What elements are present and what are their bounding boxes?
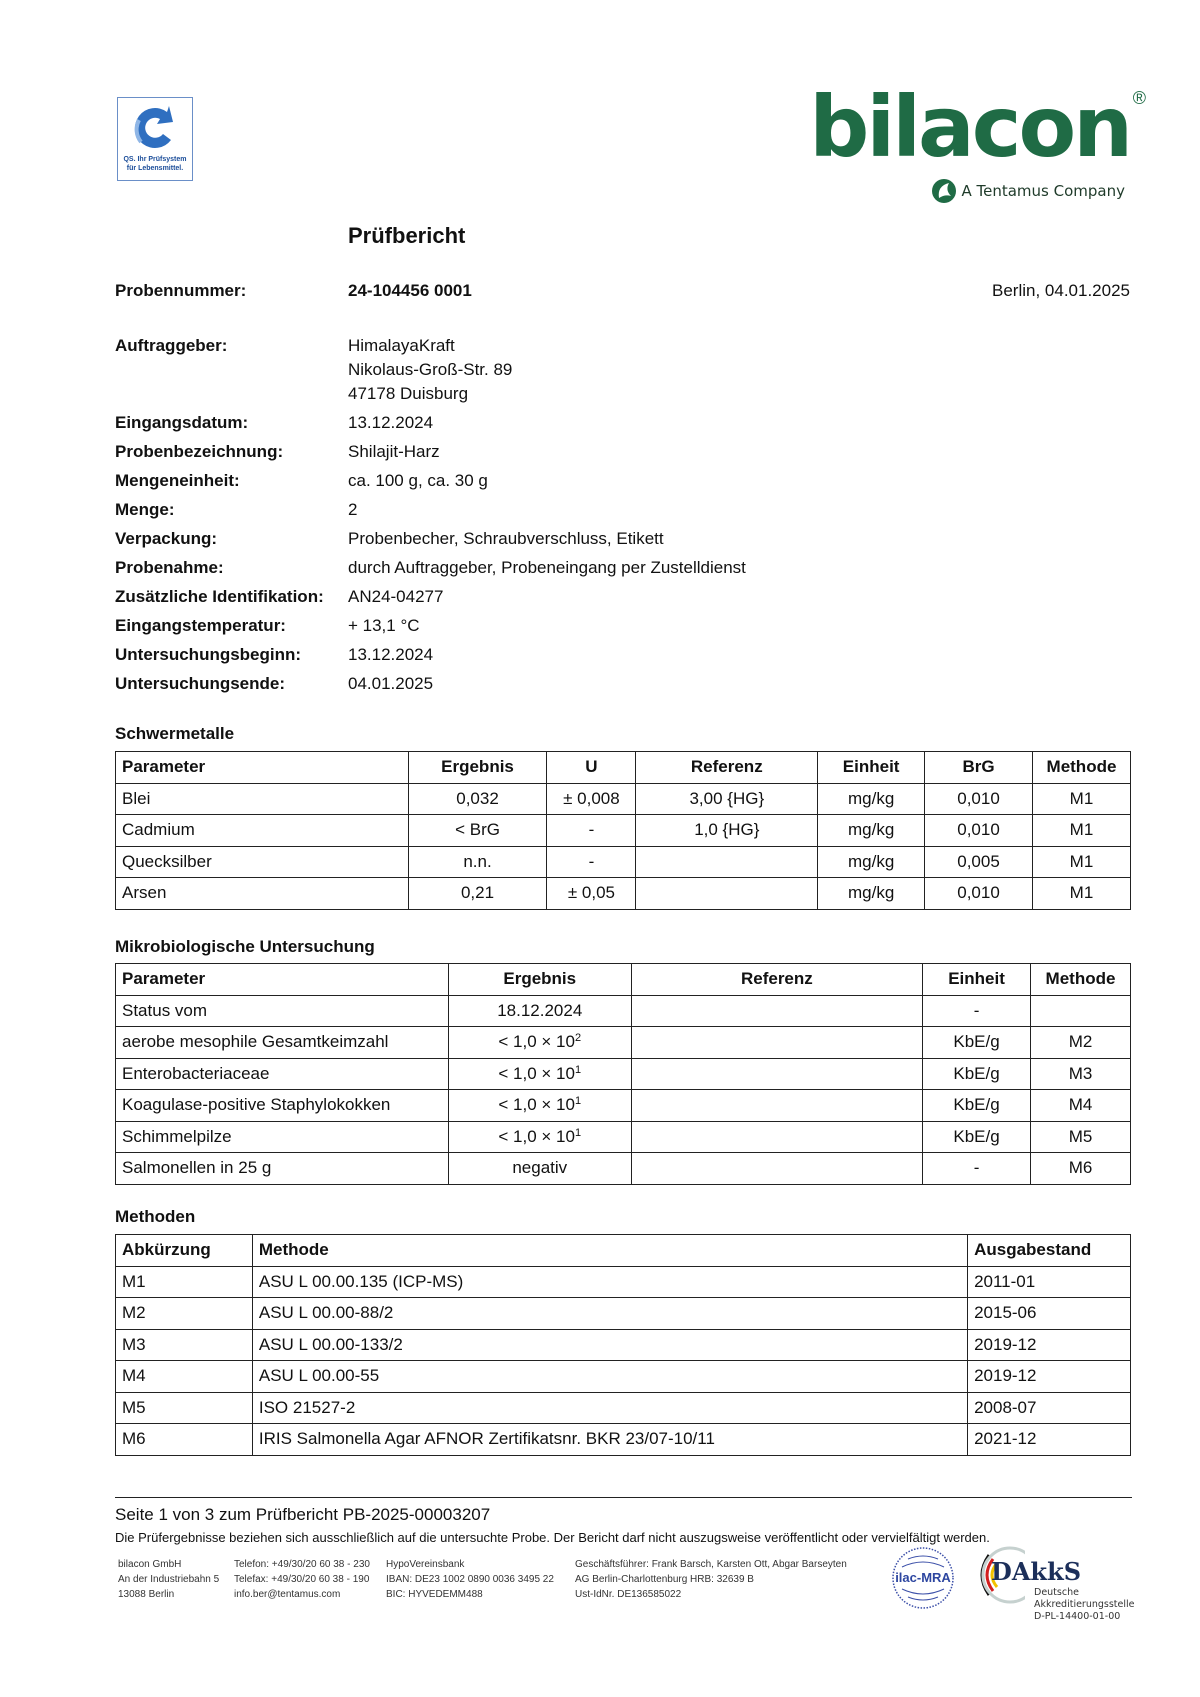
col-header: Parameter: [116, 964, 449, 996]
cell: M5: [116, 1392, 253, 1424]
document-title: Prüfbericht: [348, 223, 466, 248]
tentamus-tagline: [931, 178, 1125, 204]
cell: KbE/g: [923, 1121, 1031, 1153]
table-row: [116, 1058, 1131, 1090]
cell: Enterobacteriaceae: [116, 1058, 449, 1090]
cell: [636, 878, 818, 910]
result-exponent: 1: [574, 1126, 582, 1139]
col-header: Ergebnis: [408, 752, 547, 784]
dakks-line: Akkreditierungsstelle: [1034, 1599, 1135, 1610]
field-label: Untersuchungsende:: [115, 674, 286, 693]
cell: ± 0,05: [547, 878, 636, 910]
table-row: [116, 878, 1131, 910]
cell: Salmonellen in 25 g: [116, 1153, 449, 1185]
col-header: U: [547, 752, 636, 784]
cell: Cadmium: [116, 815, 409, 847]
footer-line: IBAN: DE23 1002 0890 0036 3495 22: [386, 1574, 554, 1585]
cell: M1: [116, 1266, 253, 1298]
table-row: [116, 1329, 1131, 1361]
field-value: 24-104456 0001: [348, 281, 472, 300]
result-exponent: 2: [574, 1032, 582, 1045]
field-value: Probenbecher, Schraubverschluss, Etikett: [348, 529, 664, 548]
table-row: [116, 1090, 1131, 1122]
cell: [1031, 995, 1131, 1027]
field-value: durch Auftraggeber, Probeneingang per Zustelldienst: [348, 558, 746, 577]
cell: 0,010: [925, 878, 1033, 910]
cell: mg/kg: [818, 783, 925, 815]
cell: 2011-01: [968, 1266, 1131, 1298]
cell: ISO 21527-2: [252, 1392, 967, 1424]
footer-line: Telefax: +49/30/20 60 38 - 190: [234, 1574, 370, 1585]
dakks-logo: [965, 1545, 1135, 1635]
disclaimer: Die Prüfergebnisse beziehen sich ausschließlich auf die untersuchte Probe. Der Bericht darf nicht auszugsweise veröffentlicht oder vervielfältigt werden.: [115, 1530, 990, 1545]
cell: M4: [116, 1361, 253, 1393]
col-header: Ergebnis: [448, 964, 631, 996]
qs-arrow-icon: [127, 102, 183, 154]
footer-line: HypoVereinsbank: [386, 1559, 465, 1570]
cell: Blei: [116, 783, 409, 815]
field-value: + 13,1 °C: [348, 616, 420, 635]
table-row: [116, 1266, 1131, 1298]
footer-line: Ust-IdNr. DE136585022: [575, 1589, 682, 1600]
col-header: BrG: [925, 752, 1033, 784]
cell: [448, 1153, 631, 1185]
place-date: Berlin, 04.01.2025: [992, 281, 1130, 300]
microbiology-table: [115, 963, 1131, 1185]
cell: aerobe mesophile Gesamtkeimzahl: [116, 1027, 449, 1059]
cell: IRIS Salmonella Agar AFNOR Zertifikatsnr. BKR 23/07-10/11: [252, 1424, 967, 1456]
client-name: HimalayaKraft: [348, 336, 455, 355]
qs-text-line2: für Lebensmittel.: [126, 165, 184, 172]
cell: M1: [1032, 783, 1130, 815]
col-header: Methode: [1032, 752, 1130, 784]
footer-email-link[interactable]: info.ber@tentamus.com: [234, 1589, 341, 1600]
cell: [448, 1027, 631, 1059]
cell: 2015-06: [968, 1298, 1131, 1330]
cell: M1: [1032, 846, 1130, 878]
table-header-row: [116, 1235, 1131, 1267]
cell: M5: [1031, 1121, 1131, 1153]
dakks-name: DAkkS: [991, 1557, 1082, 1586]
col-header: Parameter: [116, 752, 409, 784]
heavy-metals-table: [115, 751, 1131, 910]
cell: 0,010: [925, 783, 1033, 815]
cell: 2021-12: [968, 1424, 1131, 1456]
table-row: [116, 783, 1131, 815]
cell: ASU L 00.00-88/2: [252, 1298, 967, 1330]
cell: ± 0,008: [547, 783, 636, 815]
col-header: Einheit: [818, 752, 925, 784]
footer-management-col: [575, 1557, 847, 1602]
result-value: < 1,0 × 10: [498, 1095, 575, 1115]
table-row: [116, 1121, 1131, 1153]
col-header: Methode: [252, 1235, 967, 1267]
dakks-line: Deutsche: [1034, 1587, 1079, 1598]
field-label: Probennummer:: [115, 281, 247, 300]
client-city: 47178 Duisburg: [348, 384, 469, 403]
cell: Quecksilber: [116, 846, 409, 878]
table-row: [116, 1298, 1131, 1330]
methods-heading: Methoden: [115, 1207, 196, 1226]
cell: [448, 1090, 631, 1122]
table-row: [116, 846, 1131, 878]
cell: n.n.: [408, 846, 547, 878]
table-row: [116, 1424, 1131, 1456]
field-label: Auftraggeber:: [115, 336, 228, 355]
brand-tagline: A Tentamus Company: [961, 182, 1125, 200]
cell: [631, 1090, 922, 1122]
footer-contact-col: [234, 1557, 370, 1602]
cell: M3: [1031, 1058, 1131, 1090]
result-value: negativ: [512, 1158, 568, 1178]
cell: 0,21: [408, 878, 547, 910]
dakks-accreditation-number: D-PL-14400-01-00: [1034, 1611, 1121, 1622]
ilac-mra-logo: [890, 1545, 956, 1611]
cell: Status vom: [116, 995, 449, 1027]
cell: M1: [1032, 878, 1130, 910]
cell: [631, 1121, 922, 1153]
cell: [631, 1153, 922, 1185]
table-row: [116, 1153, 1131, 1185]
cell: ASU L 00.00.135 (ICP-MS): [252, 1266, 967, 1298]
brand-name: bilacon: [809, 78, 1130, 176]
footer-line: An der Industriebahn 5: [118, 1574, 220, 1585]
field-value: ca. 100 g, ca. 30 g: [348, 471, 488, 490]
cell: 1,0 {HG}: [636, 815, 818, 847]
cell: 0,032: [408, 783, 547, 815]
ilac-label: ilac-MRA: [895, 1570, 951, 1585]
qs-text-line1: QS. Ihr Prüfsystem: [123, 156, 187, 163]
col-header: Abkürzung: [116, 1235, 253, 1267]
table-row: [116, 815, 1131, 847]
cell: [448, 1058, 631, 1090]
microbiology-heading: Mikrobiologische Untersuchung: [115, 937, 375, 956]
cell: [631, 995, 922, 1027]
dakks-subtitle: [1034, 1587, 1135, 1623]
cell: ASU L 00.00-133/2: [252, 1329, 967, 1361]
footer-bank-col: [386, 1557, 554, 1602]
cell: M2: [116, 1298, 253, 1330]
field-label: Probenahme:: [115, 558, 224, 577]
methods-table: [115, 1234, 1131, 1456]
footer-line: Telefon: +49/30/20 60 38 - 230: [234, 1559, 370, 1570]
col-header: Einheit: [923, 964, 1031, 996]
cell: ASU L 00.00-55: [252, 1361, 967, 1393]
footer-line: bilacon GmbH: [118, 1559, 182, 1570]
cell: M3: [116, 1329, 253, 1361]
cell: M6: [116, 1424, 253, 1456]
client-street: Nikolaus-Groß-Str. 89: [348, 360, 513, 379]
field-label: Zusätzliche Identifikation:: [115, 587, 324, 606]
result-exponent: 1: [574, 1095, 582, 1108]
result-value: < 1,0 × 10: [498, 1126, 575, 1146]
field-label: Verpackung:: [115, 529, 218, 548]
bilacon-logo: [809, 78, 1146, 176]
col-header: Referenz: [631, 964, 922, 996]
result-exponent: 1: [574, 1063, 582, 1076]
registered-mark: ®: [1132, 88, 1146, 108]
result-value: 18.12.2024: [497, 1000, 583, 1020]
field-value: Shilajit-Harz: [348, 442, 440, 461]
cell: Schimmelpilze: [116, 1121, 449, 1153]
cell: mg/kg: [818, 815, 925, 847]
qs-logo: [117, 97, 193, 181]
field-label: Untersuchungsbeginn:: [115, 645, 302, 664]
ilac-globe-icon: [890, 1545, 956, 1611]
result-value: < 1,0 × 10: [498, 1063, 575, 1083]
cell: 0,010: [925, 815, 1033, 847]
cell: [448, 1121, 631, 1153]
cell: < BrG: [408, 815, 547, 847]
table-header-row: [116, 964, 1131, 996]
cell: KbE/g: [923, 1058, 1031, 1090]
field-label: Mengeneinheit:: [115, 471, 240, 490]
field-label: Eingangsdatum:: [115, 413, 249, 432]
field-value: 04.01.2025: [348, 674, 434, 693]
field-value: 13.12.2024: [348, 413, 434, 432]
cell: Koagulase-positive Staphylokokken: [116, 1090, 449, 1122]
tentamus-leaf-icon: [931, 178, 957, 204]
cell: -: [923, 1153, 1031, 1185]
field-value: 2: [348, 500, 358, 519]
cell: [636, 846, 818, 878]
cell: M1: [1032, 815, 1130, 847]
cell: 0,005: [925, 846, 1033, 878]
table-row: [116, 1361, 1131, 1393]
table-row: [116, 1027, 1131, 1059]
cell: 3,00 {HG}: [636, 783, 818, 815]
col-header: Methode: [1031, 964, 1131, 996]
cell: KbE/g: [923, 1090, 1031, 1122]
cell: 2019-12: [968, 1329, 1131, 1361]
table-row: [116, 995, 1131, 1027]
field-value: 13.12.2024: [348, 645, 434, 664]
cell: [631, 1027, 922, 1059]
col-header: Referenz: [636, 752, 818, 784]
cell: 2019-12: [968, 1361, 1131, 1393]
footer-line: BIC: HYVEDEMM488: [386, 1589, 483, 1600]
result-value: < 1,0 × 10: [498, 1032, 575, 1052]
cell: 2008-07: [968, 1392, 1131, 1424]
table-row: [116, 1392, 1131, 1424]
cell: M2: [1031, 1027, 1131, 1059]
cell: -: [547, 846, 636, 878]
footer-divider: [115, 1497, 1132, 1498]
cell: -: [923, 995, 1031, 1027]
cell: mg/kg: [818, 846, 925, 878]
cell: M6: [1031, 1153, 1131, 1185]
cell: mg/kg: [818, 878, 925, 910]
table-header-row: [116, 752, 1131, 784]
footer-line: AG Berlin-Charlottenburg HRB: 32639 B: [575, 1574, 754, 1585]
footer-line: 13088 Berlin: [118, 1589, 175, 1600]
col-header: Ausgabestand: [968, 1235, 1131, 1267]
footer-company-col: [118, 1557, 219, 1602]
footer-line: Geschäftsführer: Frank Barsch, Karsten Ott, Abgar Barseyten: [575, 1559, 847, 1570]
cell: [631, 1058, 922, 1090]
field-value: AN24-04277: [348, 587, 444, 606]
field-label: Eingangstemperatur:: [115, 616, 286, 635]
cell: KbE/g: [923, 1027, 1031, 1059]
cell: -: [547, 815, 636, 847]
cell: Arsen: [116, 878, 409, 910]
page-info: Seite 1 von 3 zum Prüfbericht PB-2025-00003207: [115, 1505, 491, 1524]
cell: M4: [1031, 1090, 1131, 1122]
field-label: Menge:: [115, 500, 175, 519]
cell: [448, 995, 631, 1027]
field-label: Probenbezeichnung:: [115, 442, 284, 461]
heavy-metals-heading: Schwermetalle: [115, 724, 235, 743]
